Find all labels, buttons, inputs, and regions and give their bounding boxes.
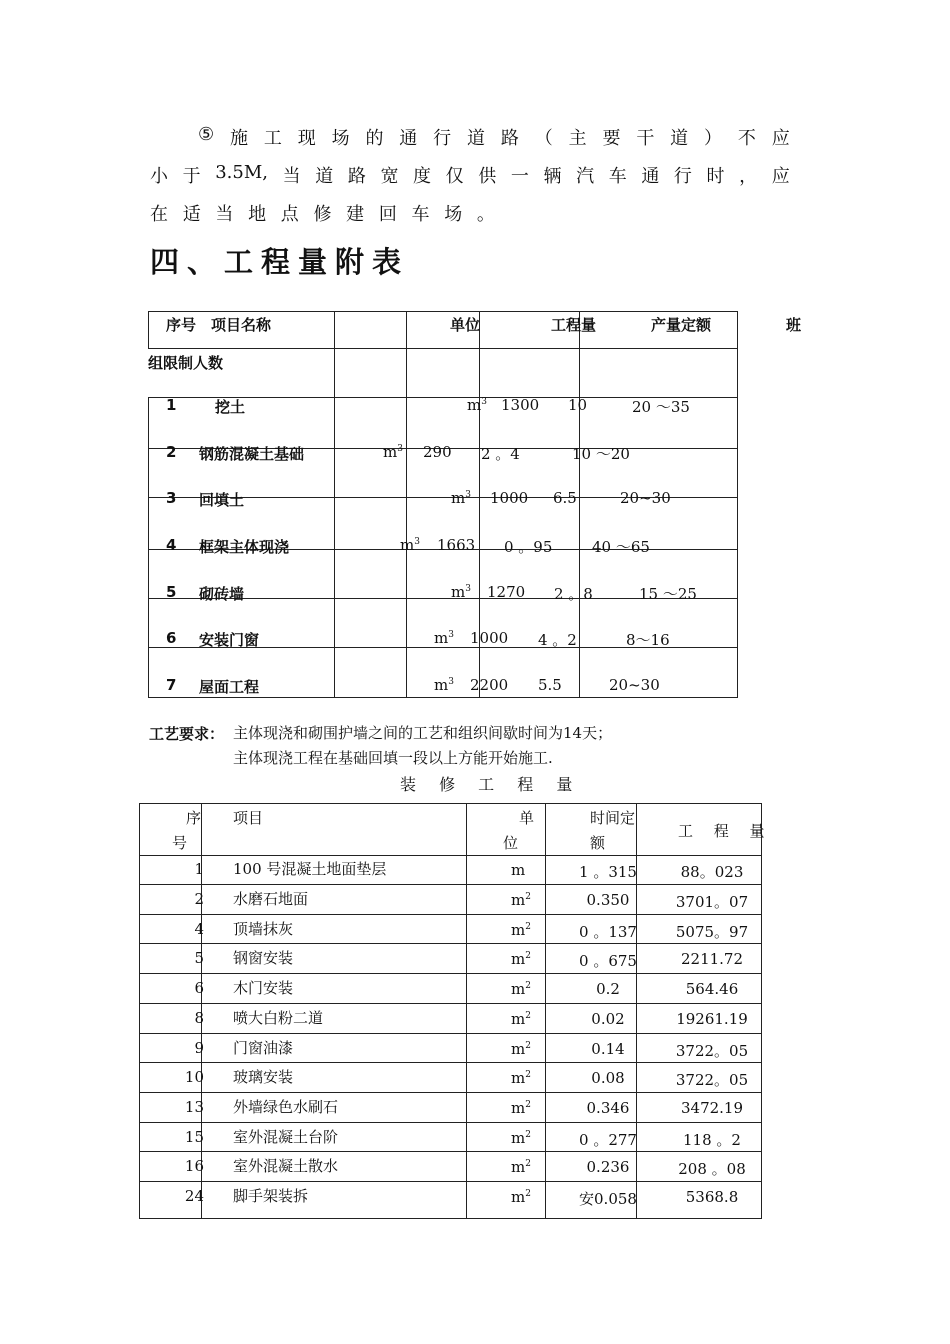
paragraph-char: 场: [331, 128, 350, 149]
t1-row-qty: 2200: [470, 676, 509, 694]
paragraph-char: （: [534, 128, 553, 149]
t1-unit-sup: 3: [465, 584, 471, 594]
t1-row-unit: [400, 536, 420, 554]
t2-row-time: 0.346: [586, 1099, 630, 1117]
paragraph-char: 地: [248, 204, 267, 225]
t1-row-no: 1: [166, 396, 177, 414]
t2-row-unit: [511, 1069, 531, 1087]
paragraph-char: 工: [263, 128, 282, 149]
t2-row-time: 安0.058: [579, 1190, 637, 1208]
t1-row-name: 砌砖墙: [199, 585, 245, 603]
notes-line-1: 主体现浇和砌围护墙之间的工艺和组织间歇时间为14天；: [233, 724, 613, 742]
table2-title: 装 修 工 程 量: [400, 775, 582, 794]
t2-row-item: 室外混凝土散水: [233, 1157, 339, 1175]
t1-row-crew: 40 ～65: [592, 538, 650, 556]
t2-row-item: 喷大白粉二道: [233, 1009, 324, 1027]
t2-row-no: 4: [194, 920, 204, 938]
t2-unit-text: m: [511, 980, 526, 998]
t1-unit-text: m: [434, 676, 449, 694]
t2-row-item: 顶墙抹灰: [233, 920, 294, 938]
paragraph-char: 场: [444, 204, 463, 225]
t2-row-divider: [139, 1062, 762, 1063]
t2-row-time: 0 。675: [579, 952, 637, 970]
t2-col-divider: [466, 803, 467, 1219]
t2-unit-text: m: [511, 861, 526, 879]
t2-row-qty: 5368.8: [685, 1188, 739, 1206]
t2-row-time: 0.14: [591, 1040, 625, 1058]
t1-unit-sup: 3: [397, 444, 403, 454]
paragraph-char: 供: [478, 166, 497, 187]
t2-row-divider: [139, 1033, 762, 1034]
col-header-rate: 产量定额: [651, 316, 712, 334]
t1-row-rate: 5.5: [538, 676, 562, 694]
paragraph-char: 。: [476, 204, 495, 225]
t2-row-qty: 19261.19: [676, 1010, 748, 1028]
paragraph-char: 的: [365, 128, 384, 149]
t1-row-qty: 1270: [487, 583, 526, 601]
paragraph-char: 道: [315, 166, 334, 187]
paragraph-char: 道: [670, 128, 689, 149]
t2-row-time: 0 。137: [579, 923, 637, 941]
t2-unit-text: m: [511, 1010, 526, 1028]
paragraph-char: 应: [771, 166, 790, 187]
t1-row-unit: [467, 396, 487, 414]
paragraph-char: 回: [378, 204, 397, 225]
t2-row-divider: [139, 1092, 762, 1093]
t1-row-name: 框架主体现浇: [199, 538, 290, 556]
paragraph-char: 车: [411, 204, 430, 225]
t2-row-qty: 564.46: [685, 980, 739, 998]
t1-unit-sup: 3: [448, 677, 454, 687]
t2-row-divider: [139, 914, 762, 915]
t1-row-no: 6: [166, 629, 177, 647]
t2-row-no: 15: [184, 1128, 204, 1146]
t1-unit-text: m: [400, 536, 415, 554]
t1-row-crew: 8～16: [626, 631, 670, 649]
t2-row-qty: 3722。05: [675, 1071, 749, 1089]
t1-row-no: 2: [166, 443, 177, 461]
paragraph-char: 在: [150, 204, 168, 225]
paragraph-line-2: [150, 162, 790, 188]
t2-unit-sup: 2: [525, 1100, 531, 1110]
t2-unit-text: m: [511, 891, 526, 909]
t2-row-unit: [511, 861, 525, 879]
t2-unit-sup: 2: [525, 922, 531, 932]
paragraph-char: 主: [568, 128, 587, 149]
t1-row-name: 回填土: [199, 491, 245, 509]
t2-row-no: 2: [194, 890, 204, 908]
col-header-unit: 单位: [450, 316, 481, 334]
paragraph-char: 一: [510, 166, 529, 187]
t1-row-unit: [434, 676, 454, 694]
t2-header-qty: 工 程 量: [678, 822, 773, 840]
t2-header-item: 项目: [233, 809, 264, 827]
t2-unit-sup: 2: [525, 951, 531, 961]
t2-row-qty: 3722。05: [675, 1042, 749, 1060]
t2-unit-sup: 2: [525, 1189, 531, 1199]
t2-row-no: 16: [184, 1157, 204, 1175]
t2-row-qty: 208 。08: [678, 1160, 746, 1178]
t2-row-qty: 5075。97: [675, 923, 749, 941]
t1-unit-text: m: [467, 396, 482, 414]
t1-unit-sup: 3: [414, 537, 420, 547]
paragraph-char: 干: [636, 128, 655, 149]
paragraph-char: 现: [297, 128, 316, 149]
t1-unit-text: m: [451, 583, 466, 601]
t1-row-crew: 20 ～35: [632, 398, 690, 416]
paragraph-char: ）: [704, 128, 723, 149]
t2-header-time-b: 额: [590, 834, 606, 852]
paragraph-line-3: [150, 200, 495, 226]
t2-row-unit: [511, 1040, 531, 1058]
col-header-qty: 工程量: [551, 316, 597, 334]
t1-row-crew: 10 ～20: [572, 445, 630, 463]
t1-unit-text: m: [383, 443, 398, 461]
t2-row-no: 24: [184, 1187, 204, 1205]
paragraph-char: 行: [673, 166, 692, 187]
t1-row-qty: 1300: [501, 396, 540, 414]
t1-unit-text: m: [434, 629, 449, 647]
t1-unit-sup: 3: [448, 630, 454, 640]
t2-row-item: 玻璃安装: [233, 1068, 294, 1086]
t2-row-divider: [139, 1151, 762, 1152]
paragraph-char: 通: [641, 166, 660, 187]
t2-row-item: 100 号混凝土地面垫层: [233, 860, 387, 878]
t2-header-unit-a: 单: [519, 809, 535, 827]
t2-row-qty: 88。023: [680, 863, 744, 881]
t2-row-no: 1: [194, 860, 204, 878]
paragraph-char: 辆: [543, 166, 562, 187]
t2-row-item: 门窗油漆: [233, 1039, 294, 1057]
paragraph-char: 汽: [576, 166, 595, 187]
t1-row-qty: 290: [423, 443, 452, 461]
t2-row-item: 外墙绿色水刷石: [233, 1098, 339, 1116]
t2-row-unit: [511, 1010, 531, 1028]
t1-row-crew: 20~30: [609, 676, 660, 694]
t1-row-rate: 2 。4: [481, 445, 520, 463]
t2-row-time: 0 。277: [579, 1131, 637, 1149]
paragraph-char: 施: [230, 128, 248, 149]
t2-row-time: 0.2: [596, 980, 620, 998]
paragraph-char: 于: [182, 166, 201, 187]
t2-row-unit: [511, 980, 531, 998]
notes-label: 工艺要求：: [149, 725, 225, 743]
paragraph-char: ，: [739, 166, 758, 187]
t1-row-rate: 2 。8: [554, 585, 593, 603]
col-header-seq-name: 序号 项目名称: [166, 316, 272, 334]
t1-row-name: 安装门窗: [199, 631, 260, 649]
t1-row-unit: [383, 443, 403, 461]
t2-row-divider: [139, 943, 762, 944]
t1-row-no: 5: [166, 583, 177, 601]
t2-header-no-a: 序: [186, 809, 202, 827]
paragraph-char: 当: [282, 166, 301, 187]
paragraph-line-1: [198, 124, 790, 150]
paragraph-char: 通: [399, 128, 418, 149]
t1-row-unit: [451, 489, 471, 507]
t2-unit-sup: 2: [525, 1070, 531, 1080]
t2-row-no: 6: [194, 979, 204, 997]
t2-row-no: 9: [194, 1039, 204, 1057]
t2-row-divider: [139, 855, 762, 856]
t2-row-no: 8: [194, 1009, 204, 1027]
paragraph-char: 仅: [445, 166, 464, 187]
t2-row-qty: 3472.19: [680, 1099, 744, 1117]
paragraph-char: 点: [280, 204, 299, 225]
t1-row-qty: 1000: [470, 629, 509, 647]
col-header-crew-b: 组限制人数: [148, 354, 224, 372]
paragraph-char: 修: [313, 204, 332, 225]
paragraph-char: 时: [706, 166, 725, 187]
paragraph-char: 路: [500, 128, 519, 149]
t1-row-qty: 1663: [437, 536, 476, 554]
t2-col-divider: [545, 803, 546, 1219]
t1-unit-sup: 3: [465, 490, 471, 500]
t1-row-no: 4: [166, 536, 177, 554]
t1-row-name: 钢筋混凝土基础: [199, 445, 305, 463]
paragraph-char: 度: [413, 166, 432, 187]
t2-unit-text: m: [511, 1158, 526, 1176]
t1-row-name: 屋面工程: [199, 678, 260, 696]
t2-unit-sup: 2: [525, 892, 531, 902]
t1-unit-sup: 3: [481, 397, 487, 407]
t2-row-divider: [139, 884, 762, 885]
t2-row-item: 水磨石地面: [233, 890, 309, 908]
t2-unit-sup: 2: [525, 1041, 531, 1051]
t1-unit-text: m: [451, 489, 466, 507]
t2-unit-sup: 2: [525, 1011, 531, 1021]
section-heading: 四、工程量附表: [150, 245, 410, 279]
notes-line-2: 主体现浇工程在基础回填一段以上方能开始施工.: [233, 749, 553, 767]
t2-header-unit-b: 位: [503, 834, 519, 852]
t2-row-unit: [511, 950, 531, 968]
t1-row-crew: 15 ～25: [639, 585, 697, 603]
t2-row-qty: 3701。07: [675, 893, 749, 911]
t2-unit-text: m: [511, 921, 526, 939]
t1-row-qty: 1000: [490, 489, 529, 507]
t1-row-no: 3: [166, 489, 177, 507]
t2-row-divider: [139, 1003, 762, 1004]
t2-row-unit: [511, 891, 531, 909]
t2-row-divider: [139, 1181, 762, 1182]
t2-row-time: 0.350: [586, 891, 630, 909]
t2-row-item: 木门安装: [233, 979, 294, 997]
paragraph-char: 道: [467, 128, 486, 149]
t2-row-divider: [139, 973, 762, 974]
t2-row-item: 钢窗安装: [233, 949, 294, 967]
paragraph-char: ⑤: [198, 124, 215, 145]
t1-row-no: 7: [166, 676, 177, 694]
t2-row-time: 0.236: [586, 1158, 630, 1176]
paragraph-char: 3.5M,: [215, 162, 268, 183]
paragraph-char: 宽: [380, 166, 399, 187]
t2-unit-text: m: [511, 1188, 526, 1206]
col-header-crew-a: 班: [786, 316, 802, 334]
t2-row-unit: [511, 921, 531, 939]
t2-row-divider: [139, 1122, 762, 1123]
paragraph-char: 车: [608, 166, 627, 187]
paragraph-char: 要: [602, 128, 621, 149]
t2-row-time: 0.08: [591, 1069, 625, 1087]
paragraph-char: 当: [215, 204, 234, 225]
t2-row-unit: [511, 1158, 531, 1176]
t2-row-unit: [511, 1099, 531, 1117]
t2-unit-text: m: [511, 1129, 526, 1147]
t1-row-name: 挖土: [215, 398, 246, 416]
t2-row-unit: [511, 1129, 531, 1147]
t2-unit-sup: 2: [525, 1159, 531, 1169]
t2-row-time: 0.02: [591, 1010, 625, 1028]
t2-row-no: 5: [194, 949, 204, 967]
t2-row-time: 1 。315: [579, 863, 637, 881]
t1-row-rate: 10: [568, 396, 588, 414]
t2-unit-text: m: [511, 1099, 526, 1117]
t2-row-no: 13: [184, 1098, 204, 1116]
paragraph-char: 路: [347, 166, 366, 187]
t2-header-time-a: 时间定: [590, 809, 636, 827]
t2-row-unit: [511, 1188, 531, 1206]
t2-row-no: 10: [184, 1068, 204, 1086]
paragraph-char: 建: [346, 204, 365, 225]
t2-row-item: 脚手架装拆: [233, 1187, 309, 1205]
t2-row-item: 室外混凝土台阶: [233, 1128, 339, 1146]
t1-row-crew: 20~30: [620, 489, 671, 507]
t1-row-rate: 4 。2: [538, 631, 577, 649]
t2-unit-text: m: [511, 1040, 526, 1058]
t2-header-no-b: 号: [172, 834, 188, 852]
t2-row-qty: 118 。2: [683, 1131, 741, 1149]
t1-row-unit: [451, 583, 471, 601]
t2-unit-sup: 2: [525, 1130, 531, 1140]
t2-unit-sup: 2: [525, 981, 531, 991]
t1-row-unit: [434, 629, 454, 647]
paragraph-char: 小: [150, 166, 168, 187]
paragraph-char: 不: [737, 128, 756, 149]
paragraph-char: 应: [771, 128, 790, 149]
t1-row-rate: 6.5: [553, 489, 577, 507]
t2-unit-text: m: [511, 1069, 526, 1087]
paragraph-char: 行: [433, 128, 452, 149]
t2-row-qty: 2211.72: [680, 950, 744, 968]
t2-unit-text: m: [511, 950, 526, 968]
paragraph-char: 适: [182, 204, 201, 225]
t1-row-rate: 0 。95: [504, 538, 553, 556]
